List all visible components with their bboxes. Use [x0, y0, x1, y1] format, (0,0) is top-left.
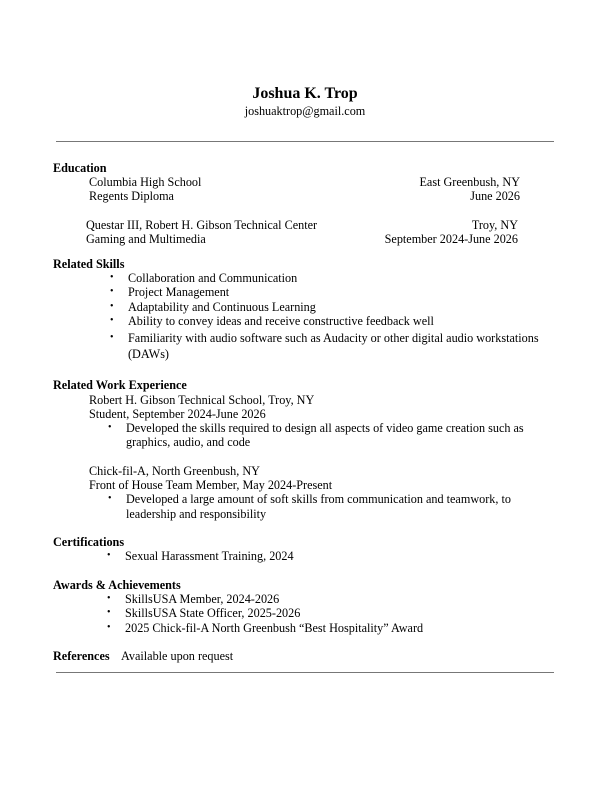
bullet-icon: • — [107, 622, 111, 633]
certification-item: Sexual Harassment Training, 2024 — [125, 549, 294, 563]
award-item: SkillsUSA Member, 2024-2026 — [125, 592, 280, 606]
skill-item: Ability to convey ideas and receive constructive feedback well — [128, 314, 434, 328]
bullet-icon: • — [110, 315, 114, 326]
job-bullet-text: graphics, audio, and code — [126, 435, 251, 449]
award-item: 2025 Chick-fil-A North Greenbush “Best Hospitality” Award — [125, 621, 424, 635]
education-school: Questar III, Robert H. Gibson Technical Center — [86, 218, 318, 232]
certifications-heading: Certifications — [53, 535, 125, 549]
bottom-divider — [56, 672, 554, 673]
skills-heading: Related Skills — [53, 257, 125, 271]
bullet-icon: • — [110, 286, 114, 297]
job-bullet-text: Developed the skills required to design all aspects of video game creation such as — [126, 421, 524, 435]
bullet-icon: • — [110, 332, 114, 343]
education-heading: Education — [53, 161, 107, 175]
job-role: Student, September 2024-June 2026 — [89, 407, 266, 421]
bullet-icon: • — [107, 593, 111, 604]
skill-item: Familiarity with audio software such as Audacity or other digital audio workstations — [128, 331, 539, 345]
education-location: East Greenbush, NY — [419, 175, 520, 189]
education-school: Columbia High School — [89, 175, 202, 189]
bullet-icon: • — [110, 301, 114, 312]
experience-heading: Related Work Experience — [53, 378, 187, 392]
top-divider — [56, 141, 554, 142]
skill-item: Collaboration and Communication — [128, 271, 298, 285]
skill-item-continuation: (DAWs) — [128, 347, 169, 361]
skill-item: Adaptability and Continuous Learning — [128, 300, 316, 314]
education-detail: Regents Diploma — [89, 189, 174, 203]
bullet-icon: • — [110, 272, 114, 283]
education-location: Troy, NY — [471, 218, 518, 232]
skill-item: Project Management — [128, 285, 230, 299]
awards-heading: Awards & Achievements — [53, 578, 181, 592]
candidate-email: joshuaktrop@gmail.com — [244, 104, 366, 118]
bullet-icon: • — [107, 550, 111, 561]
candidate-name: Joshua K. Trop — [252, 85, 358, 102]
job-bullet-text: leadership and responsibility — [126, 507, 267, 521]
job-employer: Robert H. Gibson Technical School, Troy, NY — [89, 393, 315, 407]
job-bullet-text: Developed a large amount of soft skills from communication and teamwork, to — [126, 492, 511, 506]
education-detail: Gaming and Multimedia — [86, 232, 206, 246]
bullet-icon: • — [108, 422, 112, 433]
job-role: Front of House Team Member, May 2024-Present — [89, 478, 333, 492]
bullet-icon: • — [107, 607, 111, 618]
education-dates: September 2024-June 2026 — [384, 232, 518, 246]
references-heading: References — [53, 649, 110, 663]
award-item: SkillsUSA State Officer, 2025-2026 — [125, 606, 301, 620]
education-dates: June 2026 — [470, 189, 520, 203]
bullet-icon: • — [108, 493, 112, 504]
references-text: Available upon request — [121, 649, 234, 663]
job-employer: Chick-fil-A, North Greenbush, NY — [89, 464, 260, 478]
